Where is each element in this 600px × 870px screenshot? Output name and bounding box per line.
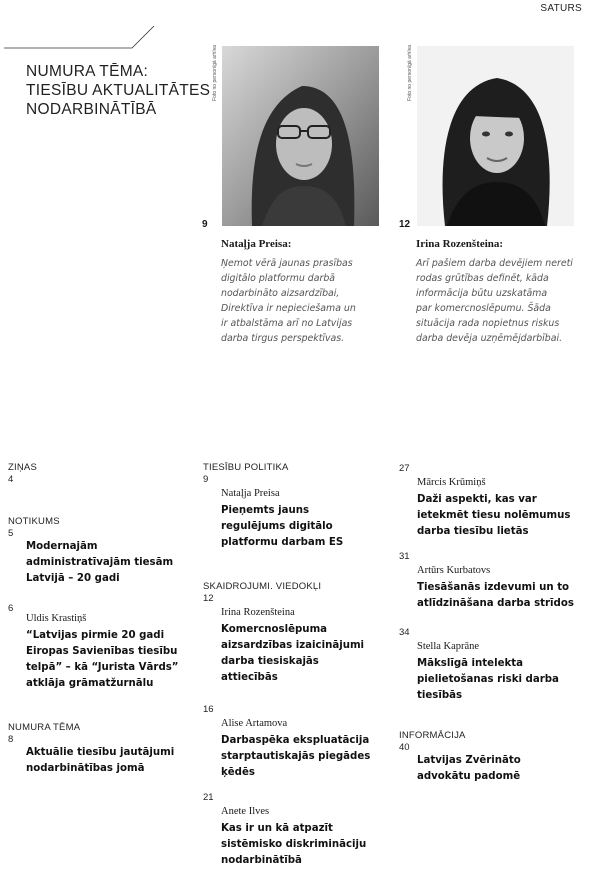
- toc-page-number: 34: [399, 627, 410, 638]
- feature-page-number: 9: [202, 219, 208, 230]
- toc-entry[interactable]: [399, 462, 597, 540]
- theme-line: TIESĪBU AKTUALITĀTES: [26, 82, 211, 99]
- toc-section-label: SKAIDROJUMI. VIEDOKĻI: [203, 581, 322, 592]
- toc-entry[interactable]: [399, 626, 597, 704]
- toc-entry[interactable]: [8, 516, 206, 587]
- toc-article-title: Darbaspēka ekspluatācija starptautiskajās piegādes ķēdēs: [221, 735, 371, 778]
- feature-author: Irina Rozenšteina:: [416, 238, 504, 250]
- toc-page-number: 16: [203, 704, 214, 715]
- toc-entry[interactable]: [8, 602, 206, 692]
- toc-entry[interactable]: [399, 730, 597, 785]
- toc-article-title: Komercnoslēpuma aizsardzības izaicinājumi darba tiesiskajās attiecībās: [221, 624, 365, 683]
- toc-article-title: Daži aspekti, kas var ietekmēt tiesu nolēmumus darba tiesību lietās: [417, 494, 571, 537]
- toc-author: Anete Ilves: [221, 806, 270, 817]
- toc-article-title: Tiesāšanās izdevumi un to atlīdzināšana darba strīdos: [417, 582, 574, 609]
- toc-author: Artūrs Kurbatovs: [417, 565, 491, 576]
- theme-title: [26, 62, 210, 119]
- toc-section-label: INFORMĀCIJA: [399, 730, 466, 741]
- toc-article-title: Pieņemts jauns regulējums digitālo platformu darbam ES: [221, 505, 344, 548]
- corner-divider: [4, 26, 156, 56]
- toc-page-number: 40: [399, 742, 410, 753]
- feature-quote: Ņemot vērā jaunas prasības digitālo platformu darbā nodarbināto aizsardzībai, Direktīva ir nepieciešama un ir atbalstāma arī no Latvijas darba tirgus perspektīvas.: [221, 258, 356, 344]
- toc-section-label: TIESĪBU POLITIKA: [203, 462, 289, 473]
- toc-author: Irina Rozenšteina: [221, 607, 295, 618]
- toc-author: Stella Kaprāne: [417, 641, 480, 652]
- portrait-photo: [417, 46, 574, 226]
- toc-entry[interactable]: [203, 791, 401, 869]
- toc-entry[interactable]: [203, 581, 401, 686]
- toc-section-label: NOTIKUMS: [8, 516, 60, 527]
- feature-author: Nataļja Preisa:: [221, 238, 292, 250]
- toc-page-number: 31: [399, 551, 410, 562]
- feature-page-number: 12: [399, 219, 411, 230]
- toc-author: Alise Artamova: [221, 718, 288, 729]
- toc-author: Uldis Krastiņš: [26, 613, 87, 624]
- toc-page-number: 5: [8, 528, 14, 539]
- toc-entry[interactable]: [203, 703, 401, 781]
- toc-page-number: 21: [203, 792, 214, 803]
- toc-entry[interactable]: [8, 722, 206, 777]
- toc-author: Nataļja Preisa: [221, 488, 280, 499]
- photo-credit: Foto no personīgā arhīva: [407, 45, 413, 101]
- toc-page-number: 6: [8, 603, 14, 614]
- toc-entry[interactable]: [399, 550, 597, 612]
- feature-quote: Arī pašiem darba devējiem nereti rodas grūtības definēt, kāda informācija būtu uzskatāma par komercnoslēpumu. Šāda situācija rada nopietnus riskus darba devēja uzņēmējdarbībai.: [416, 258, 573, 344]
- toc-page-number: 4: [8, 474, 14, 485]
- theme-line: NUMURA TĒMA:: [26, 63, 149, 80]
- toc-section-label: ZIŅAS: [8, 462, 37, 473]
- toc-page-number: 9: [203, 474, 209, 485]
- theme-line: NODARBINĀTĪBĀ: [26, 101, 157, 118]
- toc-article-title: Aktuālie tiesību jautājumi nodarbinātības jomā: [26, 747, 175, 774]
- section-header: SATURS: [540, 3, 582, 14]
- toc-article-title: Latvijas Zvērināto advokātu padomē: [417, 755, 521, 782]
- toc-page-number: 27: [399, 463, 410, 474]
- toc-page-number: 12: [203, 593, 214, 604]
- photo-credit: Foto no personīgā arhīva: [212, 45, 218, 101]
- toc-section-label: NUMURA TĒMA: [8, 722, 81, 733]
- toc-article-title: Mākslīgā intelekta pielietošanas riski darba tiesībās: [417, 658, 559, 701]
- toc-page-number: 8: [8, 734, 14, 745]
- portrait-photo: [222, 46, 379, 226]
- toc-article-title: “Latvijas pirmie 20 gadi Eiropas Savienības tiesību telpā” – kā “Jurista Vārds” atklāja grāmatžurnālu: [26, 630, 179, 689]
- toc-author: Mārcis Krūmiņš: [417, 477, 486, 488]
- toc-entry[interactable]: [203, 462, 401, 551]
- toc-article-title: Modernajām administratīvajām tiesām Latvijā – 20 gadi: [26, 541, 174, 584]
- toc-entry[interactable]: [8, 462, 37, 485]
- toc-article-title: Kas ir un kā atpazīt sistēmisko diskrimināciju nodarbinātībā: [221, 823, 367, 866]
